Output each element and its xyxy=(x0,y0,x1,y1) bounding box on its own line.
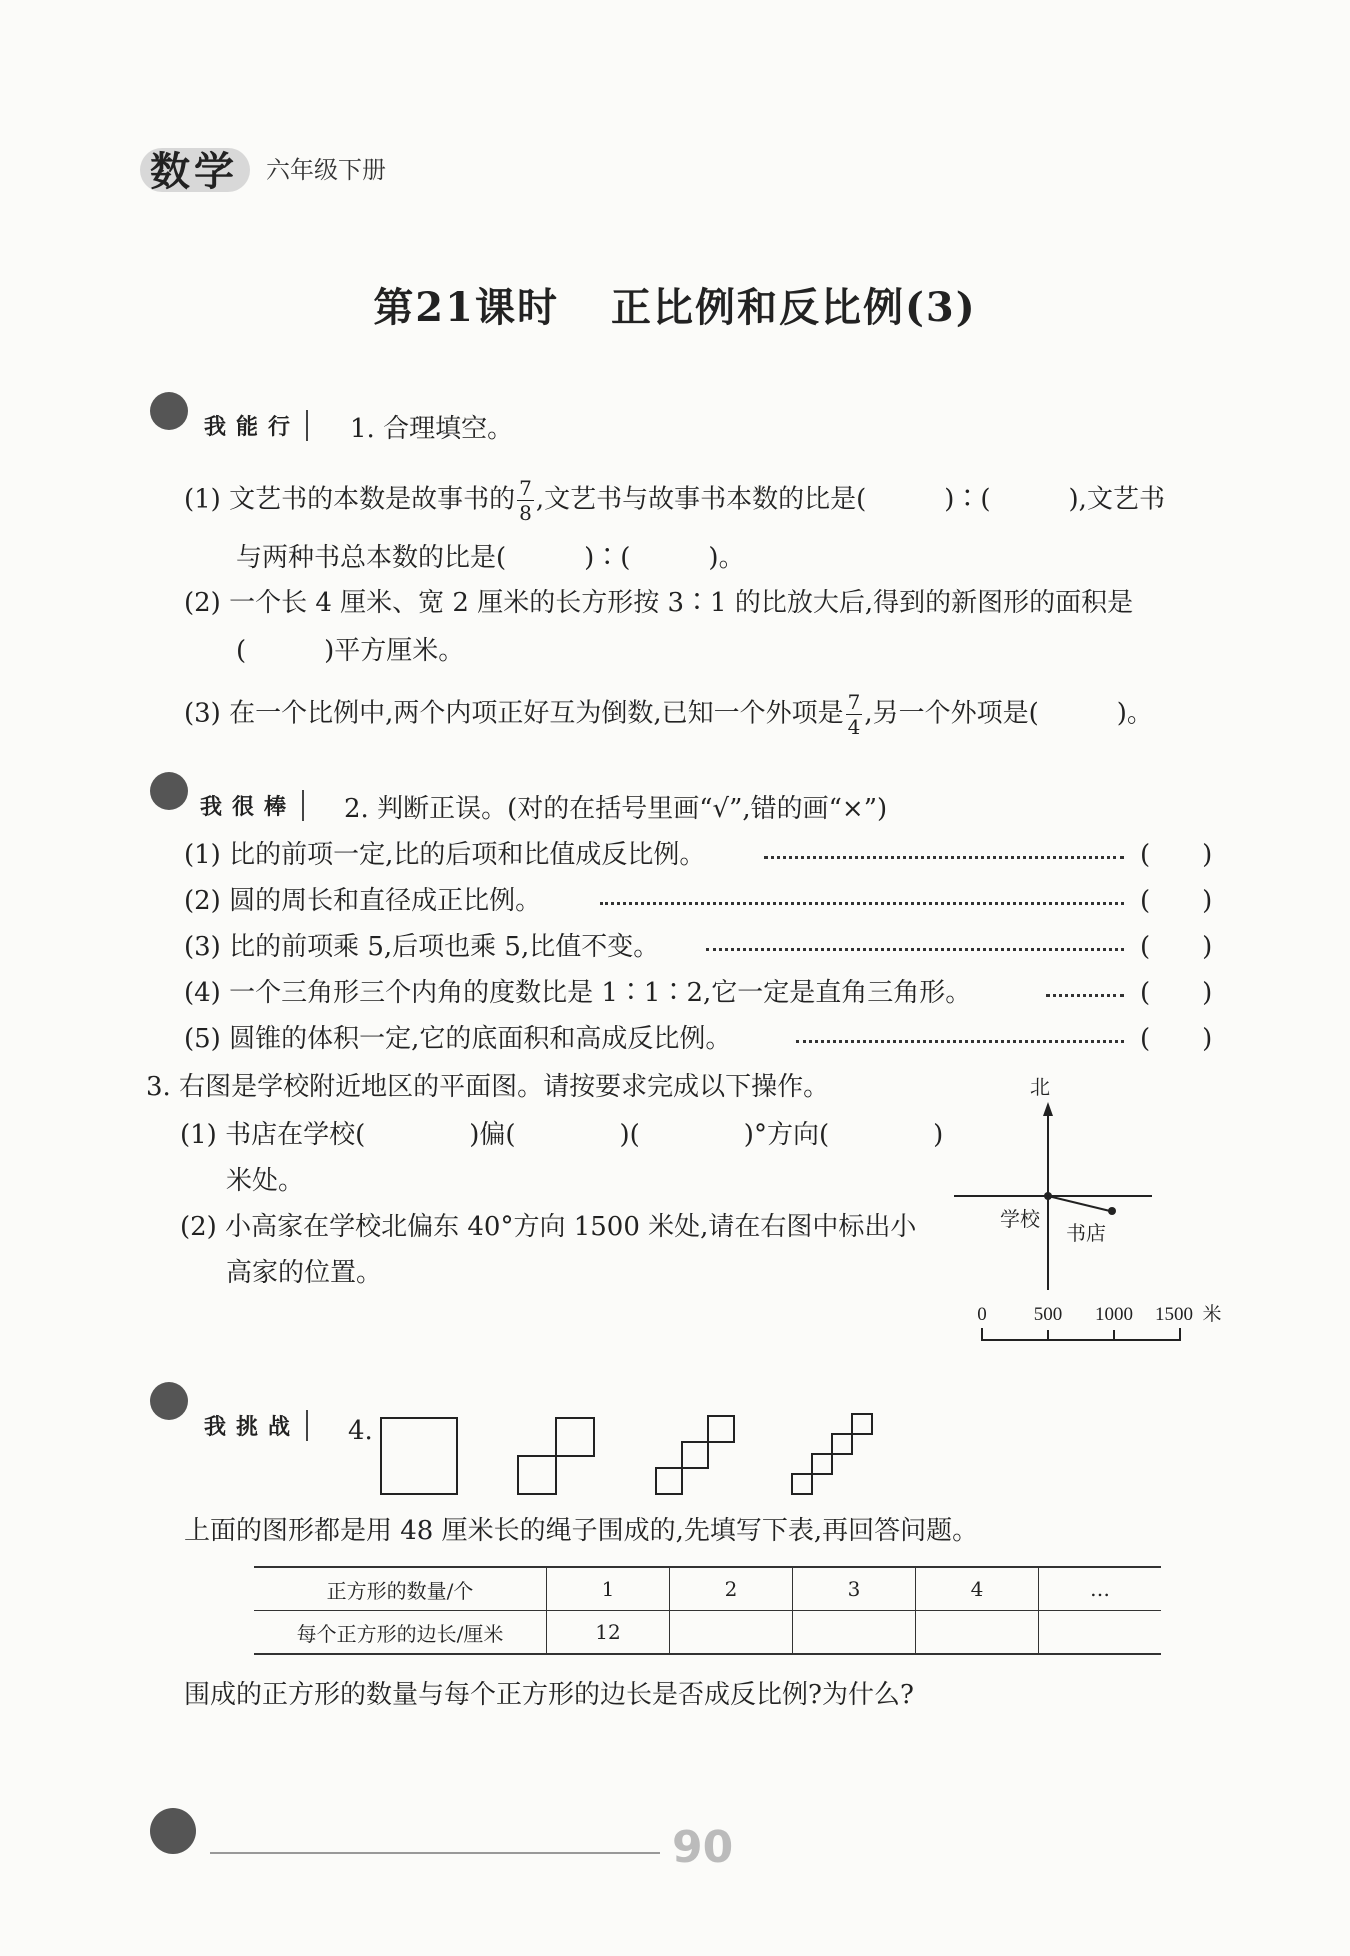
scale-tick-label: 500 xyxy=(1033,1304,1063,1325)
table-header-cell: 正方形的数量/个 xyxy=(254,1568,547,1611)
bookstore-label: 书店 xyxy=(1066,1223,1106,1245)
question-line: (2) 一个长 4 厘米、宽 2 厘米的长方形按 3∶1 的比放大后,得到的新图形的面积是 xyxy=(184,588,1134,618)
question-heading: 1. 合理填空。 xyxy=(350,414,514,444)
grade-label: 六年级下册 xyxy=(266,156,386,184)
question-line: 高家的位置。 xyxy=(226,1258,383,1288)
judge-item: (3) 比的前项乘 5,后项也乘 5,比值不变。 xyxy=(184,932,660,962)
scale-bar xyxy=(982,1328,1180,1340)
text-segment: ,另一个外项是( )。 xyxy=(864,698,1153,729)
school-label: 学校 xyxy=(1000,1209,1040,1231)
question-line: 上面的图形都是用 48 厘米长的绳子围成的,先填写下表,再回答问题。 xyxy=(184,1516,979,1546)
fraction-denominator: 8 xyxy=(519,501,532,525)
leader-dots xyxy=(600,902,1124,905)
question-line xyxy=(184,692,1153,737)
table-input-cell[interactable] xyxy=(793,1611,916,1654)
bookstore-line xyxy=(1048,1196,1110,1211)
fraction-numerator: 7 xyxy=(847,690,861,714)
answer-paren: ( ) xyxy=(1140,840,1213,870)
leader-dots xyxy=(706,948,1124,951)
square-figure-3 xyxy=(656,1416,734,1494)
table-cell: 2 xyxy=(670,1568,793,1611)
question-line: (1) 书店在学校( )偏( )( )°方向( ) xyxy=(180,1120,944,1150)
text-segment: (3) 在一个比例中,两个内项正好互为倒数,已知一个外项是 xyxy=(184,698,844,729)
question-number: 4. xyxy=(348,1416,373,1446)
scale-tick-label: 1000 xyxy=(1095,1304,1133,1325)
question-line: 与两种书总本数的比是( )∶( )。 xyxy=(236,543,745,573)
fraction-denominator: 4 xyxy=(847,715,861,739)
fraction xyxy=(517,478,534,523)
table-cell: 12 xyxy=(547,1611,670,1654)
judge-item: (2) 圆的周长和直径成正比例。 xyxy=(184,886,542,916)
table-cell: … xyxy=(1039,1568,1162,1611)
section-badge: 我挑战 xyxy=(204,1410,308,1441)
table-row xyxy=(254,1611,1161,1654)
question-line: (2) 小高家在学校北偏东 40°方向 1500 米处,请在右图中标出小 xyxy=(180,1212,917,1242)
lesson-topic: 正比例和反比例(3) xyxy=(610,284,977,331)
fraction-numerator: 7 xyxy=(519,476,532,500)
leader-dots xyxy=(1046,994,1124,997)
table-header-cell: 每个正方形的边长/厘米 xyxy=(254,1611,547,1654)
question-line: 围成的正方形的数量与每个正方形的边长是否成反比例?为什么? xyxy=(184,1680,914,1710)
scale-tick-label: 1500 xyxy=(1155,1304,1193,1325)
mascot-icon xyxy=(150,1382,188,1420)
area-map xyxy=(940,1064,1240,1354)
section-badge: 我很棒 xyxy=(200,790,304,821)
footer-rule xyxy=(210,1852,660,1854)
text-segment: (1) 文艺书的本数是故事书的 xyxy=(184,484,516,515)
table xyxy=(254,1568,1161,1653)
mascot-icon xyxy=(150,392,188,430)
leader-dots xyxy=(796,1040,1124,1043)
table-row xyxy=(254,1568,1161,1611)
leader-dots xyxy=(764,856,1124,859)
square-figure-4 xyxy=(792,1414,872,1494)
square-figures xyxy=(378,1410,878,1500)
answer-paren: ( ) xyxy=(1140,1024,1213,1054)
subject-label: 数学 xyxy=(150,149,238,195)
judge-item: (5) 圆锥的体积一定,它的底面积和高成反比例。 xyxy=(184,1024,732,1054)
table-input-cell[interactable] xyxy=(916,1611,1039,1654)
table-cell: 3 xyxy=(793,1568,916,1611)
question-heading: 3. 右图是学校附近地区的平面图。请按要求完成以下操作。 xyxy=(146,1072,830,1102)
text-segment: ,文艺书与故事书本数的比是( )∶( ),文艺书 xyxy=(535,484,1165,515)
answer-paren: ( ) xyxy=(1140,932,1213,962)
lesson-title xyxy=(0,276,1350,333)
page-number: 90 xyxy=(672,1822,734,1873)
fraction xyxy=(846,692,863,737)
square-figure-2 xyxy=(518,1418,594,1494)
judge-item: (1) 比的前项一定,比的后项和比值成反比例。 xyxy=(184,840,706,870)
table-cell: 1 xyxy=(547,1568,670,1611)
map-north-label: 北 xyxy=(1030,1077,1050,1099)
mascot-icon xyxy=(150,1808,196,1854)
bookstore-point[interactable] xyxy=(1108,1207,1116,1215)
question-line xyxy=(184,478,1165,523)
table-input-cell[interactable] xyxy=(670,1611,793,1654)
question-line: ( )平方厘米。 xyxy=(236,636,465,666)
judge-item: (4) 一个三角形三个内角的度数比是 1∶1∶2,它一定是直角三角形。 xyxy=(184,978,972,1008)
data-table xyxy=(254,1566,1161,1655)
answer-paren: ( ) xyxy=(1140,886,1213,916)
question-line: 米处。 xyxy=(226,1166,305,1196)
scale-unit-label: 米 xyxy=(1202,1304,1222,1325)
north-arrow-icon xyxy=(1043,1102,1053,1116)
square-figure-1 xyxy=(381,1418,457,1494)
answer-paren: ( ) xyxy=(1140,978,1213,1008)
section-badge: 我能行 xyxy=(204,410,308,441)
question-heading: 2. 判断正误。(对的在括号里画“√”,错的画“×”) xyxy=(344,794,888,824)
lesson-number: 第21课时 xyxy=(373,284,559,331)
mascot-icon xyxy=(150,772,188,810)
table-cell: 4 xyxy=(916,1568,1039,1611)
scale-tick-label: 0 xyxy=(977,1304,987,1325)
table-input-cell[interactable] xyxy=(1039,1611,1162,1654)
